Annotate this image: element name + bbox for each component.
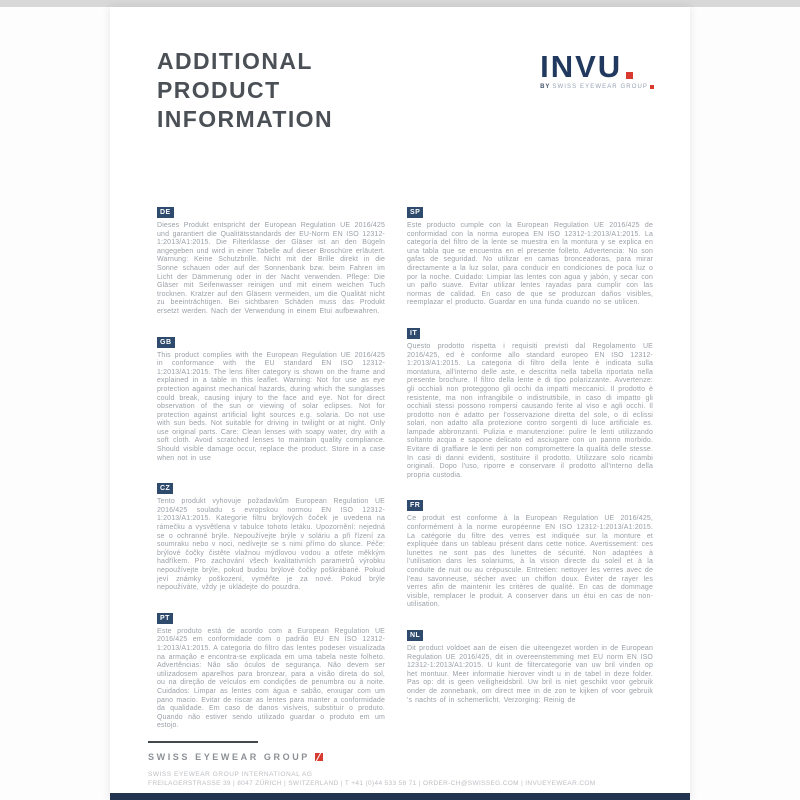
- leaflet-page: [110, 7, 690, 800]
- section-text-gb: This product complies with the European Regulation UE 2016/425 in conformance with the EU standard EN ISO 12312-1:2013/A1:2015. The lens filter category is shown on the frame and explained in a table in this leaflet. Warning: Not for use as eye protection against mechanical hazards, during which the sunglasses could break, causing injury to the face and eye. Not for direct observation of the sun or viewing of solar eclipses. Not for protection against artificial light sources e.g. solaria. Do not use with sun beds. Not suitable for driving in twilight or at night. Only use original parts. Care: Clean lenses with soapy water, dry with a soft cloth. Avoid scratched lenses to maintain quality compliance. Should visible damage occur, replace the product. Store in a case when not in use: [157, 351, 385, 462]
- footer-divider: [148, 741, 258, 743]
- page-header: [110, 7, 690, 134]
- tagline-by: BY: [540, 84, 551, 90]
- language-badge-pt: PT: [157, 613, 173, 624]
- section-cz: [157, 477, 385, 593]
- title-line-1: ADDITIONAL: [157, 48, 313, 74]
- language-badge-it: IT: [407, 328, 420, 339]
- page-title: [157, 47, 333, 134]
- language-sections: [110, 201, 690, 745]
- language-badge-fr: FR: [407, 500, 423, 511]
- section-sp: [407, 201, 653, 308]
- footer-brand-row: [148, 752, 652, 762]
- section-text-cz: Tento produkt vyhovuje požadavkům European Regulation UE 2016/425 souladu s evropskou normou EN ISO 12312-1:2013/A1:2015. Kategorie filtru brýlových čoček je uvedena na rámečku a vysvětlena v tabulce tohoto letáku. Upozornění: nejedná se o ochranné brýle. Nepoužívejte brýle v soláriu a při řízení za soumraku nebo v noci, nedívejte se s nimi přímo do slunce. Péče: brýlové čočky čistěte vlažnou mýdlovou vodou a otřete měkkým hadříkem. Pro zachování všech kvalitativních parametrů výrobku nepoužívejte brýle, pokud budou brýlové čočky poškrábané. Pokud jeví známky poškození, vyměňte je za nové. Pokud brýle nepoužíváte, vždy je ukládejte do pouzdra.: [157, 498, 385, 592]
- section-de: [157, 201, 385, 317]
- top-edge-strip: [0, 0, 800, 7]
- section-text-it: Questo prodotto rispetta i requisiti previsti dal Regolamento UE 2016/425, ed è conforme allo standard europeo EN ISO 12312-1:2013/A1:2015. La categoria di filtro della lente è indicata sulla montatura, all'interno delle aste, e descritta nella tabella riportata nella presente brochure. Il filtro della lente è di tipo polarizzante. Avvertenze: gli occhiali non proteggono gli occhi da impatti meccanici. Il prodotto è resistente, ma non infrangibile o indistruttibile, in caso di impatto gli occhiali stessi possono rompersi causando ferite al viso e agli occhi. Il prodotto non è adatto per l'osservazione diretta del sole, o di eclissi solari, non adatto alla protezione contro sorgenti di luce artificiale es. lampade abbronzanti. Pulizia e manutenzione: pulire le lenti utilizzando soltanto acqua e sapone delicato ed asciugare con un panno morbido. Evitare di graffiare le lenti per non compromettere la qualità delle stesse. In casi di danni evidenti, sostituire il prodotto. Utilizzare solo ricambi originali. Dopo l'uso, riporre e conservare il prodotto all'interno della propria custodia.: [407, 342, 653, 479]
- section-text-nl: Dit product voldoet aan de eisen die uiteengezet worden in de European Regulation UE 2016/425, dit in overeenstemming met EU norm EN ISO 12312-1:2013/A1:2015. U kunt de filtercategorie van uw bril vinden op het montuur. Meer informatie hierover vindt u in de tabel in deze folder. Pas op: dit is geen veiligheidsbril. Uw bril is niet geschikt voor gebruik onder de zonnebank, om direct mee in de zon te kijken of voor gebruik 's nachts of in schemerlicht. Verzorging: Reinig de: [407, 644, 653, 704]
- page-footer: [148, 741, 652, 788]
- invu-logo-red-dot-icon: [626, 72, 633, 79]
- section-text-pt: Este produto está de acordo com a European Regulation UE 2016/425 em conformidade com o padrão EU EN ISO 12312-1:2013/A1:2015. A categoria do filtro das lentes podeser visualizada na armação e encontra-se explicada em uma tabela neste folheto. Advertências: Não são óculos de segurança. Não devem ser utilizadosem aparelhos para bronzear, para a visão direta do sol, ou na direção de veículos em condições de penumbra ou à noite. Cuidados: Limpar as lentes com água e sabão, enxugar com um pano macio. Evitar de riscar as lentes para manter a conformidade da qualidade. Em caso de danos visíveis, substituir o produto. Quando não estiver sendo utilizado guardar o produto em um estojo.: [157, 627, 385, 730]
- bottom-navy-bar: [110, 793, 690, 800]
- footer-brand-text: SWISS EYEWEAR GROUP: [148, 752, 310, 762]
- seg-logo-icon: [315, 753, 323, 761]
- section-nl: [407, 624, 653, 705]
- tagline-text: SWISS EYEWEAR GROUP: [552, 84, 648, 90]
- language-badge-sp: SP: [407, 207, 423, 218]
- invu-logo: [540, 49, 654, 90]
- invu-logo-text: INVU: [540, 49, 623, 84]
- title-line-3: INFORMATION: [157, 106, 333, 132]
- section-text-fr: Ce produit est conforme à la European Regulation UE 2016/425, conformément à la norme européenne EN ISO 12312-1:2013/A1:2015. La catégorie du filtre des verres est indiquée sur la monture et expliquée dans un tableau présent dans cette notice. Avertissement: ces lunettes ne sont pas des lunettes de sécurité. Non adaptées à l'utilisation dans les solariums, à la vision directe du soleil et à la conduite de nuit ou au crépuscule. Entretien: nettoyer les verres avec de l'eau savonneuse, sécher avec un chiffon doux. Éviter de rayer les verres afin de maintenir les critères de qualité. En cas de dommage visible, remplacer le produit. A conserver dans un étui en cas de non-utilisation.: [407, 515, 653, 609]
- section-fr: [407, 494, 653, 610]
- language-badge-de: DE: [157, 207, 174, 218]
- language-badge-cz: CZ: [157, 483, 173, 494]
- invu-logo-tagline: [540, 84, 654, 90]
- language-badge-nl: NL: [407, 630, 423, 641]
- section-text-de: Dieses Produkt entspricht der European Regulation UE 2016/425 und garantiert die Qualitätsstandards der EU-Norm EN ISO 12312-1:2013/A1:2015. Die Filterklasse der Gläser ist an den Bügeln angegeben und wird in einer Tabelle auf dieser Broschüre erläutert. Warnung: Keine Schutzbrille. Nicht mit der Brille direkt in die Sonne schauen oder auf der Sonnenbank bzw. beim Fahren im Licht der Dämmerung oder in der Nacht verwenden. Pflege: Die Gläser mit Seifenwasser reinigen und mit einem weichen Tuch trocknen. Kratzer auf den Gläsern vermeiden, um die Qualität nicht zu beeinträchtigen. Bei sichtbaren Schäden muss das Produkt ersetzt werden. Nach der Verwendung in einem Etui aufbewahren.: [157, 222, 385, 315]
- section-gb: [157, 331, 385, 464]
- section-it: [407, 322, 653, 481]
- language-badge-gb: GB: [157, 337, 175, 348]
- footer-company: SWISS EYEWEAR GROUP INTERNATIONAL AG: [148, 771, 313, 778]
- footer-address: FREILAGERSTRASSE 39 | 8047 ZÜRICH | SWITZERLAND | T +41 (0)44 533 58 71 | ORDER-CH@SWISSEG.COM | INVUEYEWEAR.COM: [148, 779, 596, 787]
- column-left: [157, 201, 385, 745]
- column-right: [407, 201, 653, 745]
- section-text-sp: Este producto cumple con la European Regulation UE 2016/425 de conformidad con la norma europea EN ISO 12312-1:2013/A1:2015. La categoría del filtro de la lente se muestra en la montura y se explica en una tabla que se encuentra en el presente folleto. Advertencia: No son gafas de seguridad. No utilizar en camas bronceadoras, para mirar directamente a la luz solar, para conducir en condiciones de poca luz o por la noche. Cuidado: Limpiar las lentes con agua y jabón, y secar con un paño suave. Evitar utilizar lentes rayadas para cumplir con las normas de calidad. En caso de que se produzcan daños visibles, reemplazar el producto. Guardar en una funda cuando no se utilicen.: [407, 222, 653, 307]
- invu-logo-wordmark: [540, 49, 654, 84]
- section-pt: [157, 607, 385, 731]
- tagline-red-dot-icon: [650, 85, 654, 89]
- title-line-2: PRODUCT: [157, 77, 281, 103]
